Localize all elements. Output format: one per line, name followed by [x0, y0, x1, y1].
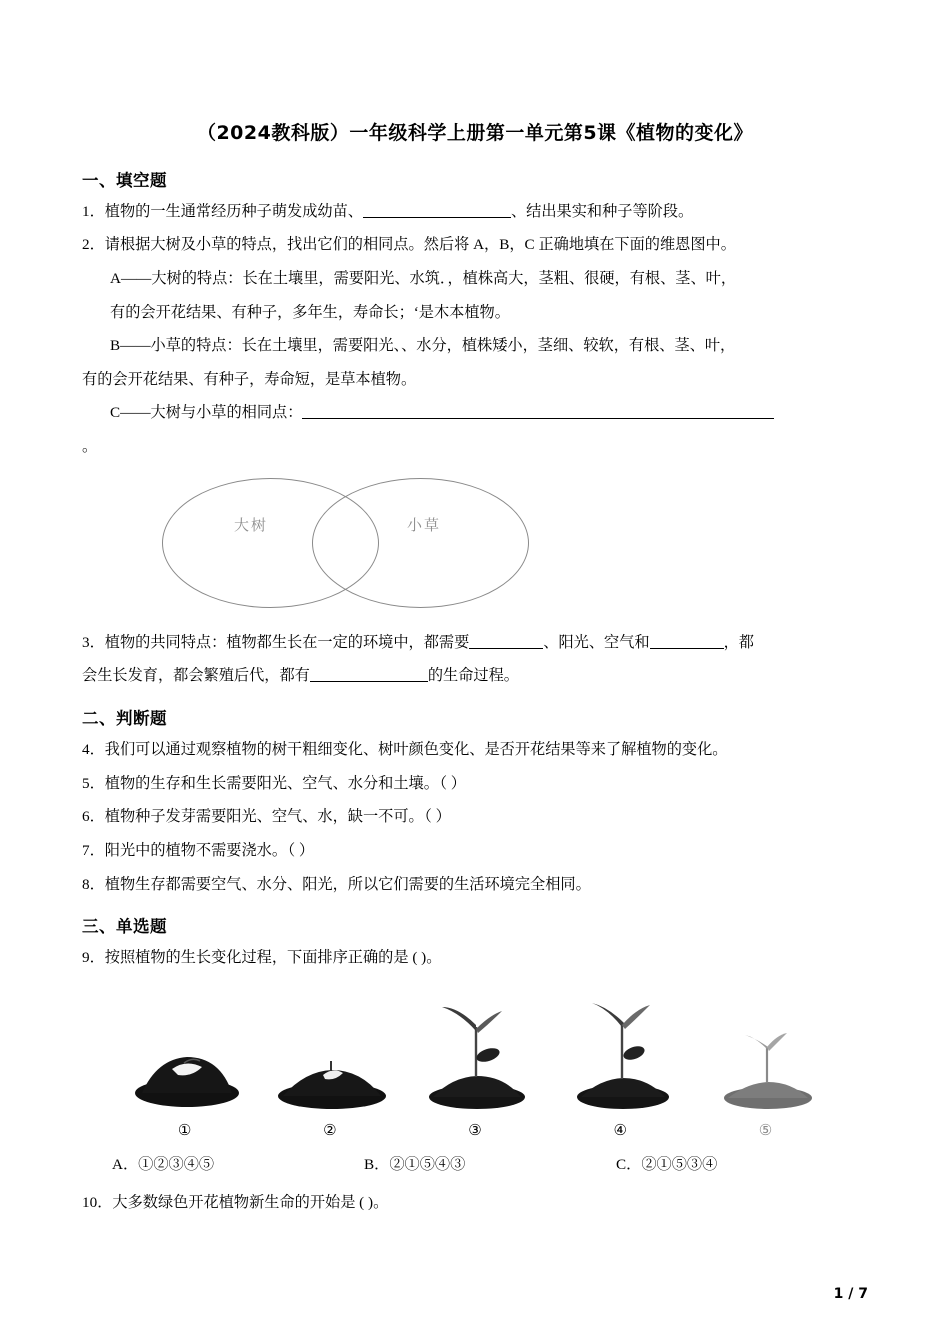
question-4-number: 4． [82, 741, 105, 758]
seed-stage-2 [257, 989, 402, 1139]
seed-stage-2-caption: ② [323, 1120, 337, 1139]
question-7-number: 7． [82, 841, 105, 859]
page-title: （2024教科版）一年级科学上册第一单元第5课《植物的变化》 [196, 122, 754, 144]
question-3-text-a: 植物的共同特点：植物都生长在一定的环境中，都需要 [104, 633, 470, 651]
seed-stage-1 [112, 989, 257, 1139]
seed-stage-5 [693, 989, 838, 1139]
seed-stage-2-illustration [257, 997, 407, 1115]
seed-stage-1-caption: ① [177, 1120, 192, 1139]
venn-diagram [122, 472, 868, 622]
question-2-number: 2． [82, 236, 105, 254]
question-10 [82, 1188, 868, 1218]
question-4 [82, 735, 868, 765]
seed-stage-3-caption: ③ [468, 1120, 482, 1139]
question-8 [82, 870, 868, 900]
option-a[interactable]: A．①②③④⑤ [112, 1155, 215, 1173]
venn-label-left: 大树 [234, 515, 269, 534]
answer-blank[interactable] [302, 418, 774, 419]
answer-blank[interactable] [469, 648, 543, 649]
question-1-text-b: 、结出果实和种子等阶段。 [510, 202, 694, 220]
venn-circle-right [312, 478, 529, 608]
question-10-number: 10． [82, 1193, 113, 1211]
seed-growth-image-row [112, 989, 838, 1139]
question-2-line-c-end: 。 [82, 438, 98, 456]
question-3-text-d: 会生长发育，都会繁殖后代，都有 [82, 667, 310, 685]
question-8-text: 植物生存都需要空气、水分、阳光，所以它们需要的生活环境完全相同。 [104, 875, 591, 893]
question-2-line-c [82, 398, 868, 428]
seed-stage-1-illustration [112, 997, 262, 1115]
answer-blank[interactable] [310, 681, 428, 682]
question-2-line-a2: 有的会开花结果、有种子，多年生，寿命长；‘是木本植物。 [110, 303, 510, 321]
section-heading-true-false: 二、判断题 [82, 709, 167, 728]
question-2-line-a1: A——大树的特点：长在土壤里，需要阳光、水筑．，植株高大，茎粗、很硬，有根、茎、叶， [110, 269, 737, 287]
question-3-text-c: ，都 [723, 633, 754, 651]
question-2-line-b1: B——小草的特点：长在土壤里，需要阳光、、水分，植株矮小，茎细、较软，有根、茎、叶， [110, 337, 736, 355]
venn-label-right: 小草 [407, 515, 442, 534]
question-3-text-e: 的生命过程。 [427, 667, 519, 685]
question-5-number: 5． [82, 774, 105, 792]
question-2-stem: 请根据大树及小草的特点，找出它们的相同点。然后将 A，B，C 正确地填在下面的维恩图中。 [104, 236, 736, 254]
seed-stage-4-caption: ④ [613, 1120, 627, 1139]
question-5 [82, 769, 868, 799]
question-9 [82, 943, 868, 973]
question-9-answer-parentheses[interactable]: ( )。 [412, 949, 442, 967]
question-9-number: 9． [82, 949, 105, 967]
seed-stage-4 [548, 989, 693, 1139]
answer-blank[interactable] [650, 648, 724, 649]
seed-stage-4-illustration [548, 997, 698, 1115]
question-3-line2 [82, 661, 868, 691]
question-2 [82, 230, 868, 260]
question-5-text: 植物的生存和生长需要阳光、空气、水分和土壤。 [104, 774, 439, 792]
question-1-number: 1． [82, 202, 105, 220]
question-8-number: 8． [82, 875, 105, 893]
seed-stage-5-illustration [693, 997, 843, 1115]
question-3 [82, 628, 868, 658]
question-6-number: 6． [82, 808, 105, 826]
section-heading-multiple-choice: 三、单选题 [82, 917, 167, 937]
seed-stage-5-caption: ⑤ [758, 1120, 773, 1139]
question-10-answer-parentheses[interactable]: ( )。 [359, 1193, 389, 1211]
question-3-text-b: 、阳光、空气和 [543, 633, 650, 651]
section-heading-fill-in-blank: 一、填空题 [82, 170, 167, 190]
question-7-text: 阳光中的植物不需要浇水。 [104, 841, 288, 859]
question-1-text-a: 植物的一生通常经历种子萌发成幼苗、 [104, 202, 363, 220]
question-1 [82, 197, 868, 227]
seed-stage-3 [402, 989, 547, 1139]
question-4-text: 我们可以通过观察植物的树干粗细变化、树叶颜色变化、是否开花结果等来了解植物的变化。 [104, 741, 728, 758]
question-7 [82, 836, 868, 866]
option-b[interactable]: B．②①⑤④③ [364, 1155, 466, 1173]
answer-parentheses[interactable]: （ ） [416, 808, 451, 826]
page-number: 1 / 7 [833, 1286, 868, 1302]
question-2-line-b2: 有的会开花结果、有种子，寿命短，是草本植物。 [82, 370, 417, 388]
question-10-stem: 大多数绿色开花植物新生命的开始是 [112, 1193, 356, 1211]
question-2-line-c-text: C——大树与小草的相同点： [110, 404, 303, 422]
option-c[interactable]: C．②①⑤③④ [616, 1155, 718, 1173]
question-6-text: 植物种子发芽需要阳光、空气、水，缺一不可。 [104, 808, 424, 826]
question-9-options [112, 1153, 868, 1174]
question-6 [82, 802, 868, 832]
question-3-number: 3． [82, 633, 105, 651]
seed-stage-3-illustration [402, 997, 552, 1115]
question-9-stem: 按照植物的生长变化过程，下面排序正确的是 [104, 949, 409, 967]
answer-parentheses[interactable]: （ ） [431, 774, 466, 792]
answer-blank[interactable] [363, 217, 511, 218]
answer-parentheses[interactable]: （ ） [279, 841, 315, 859]
